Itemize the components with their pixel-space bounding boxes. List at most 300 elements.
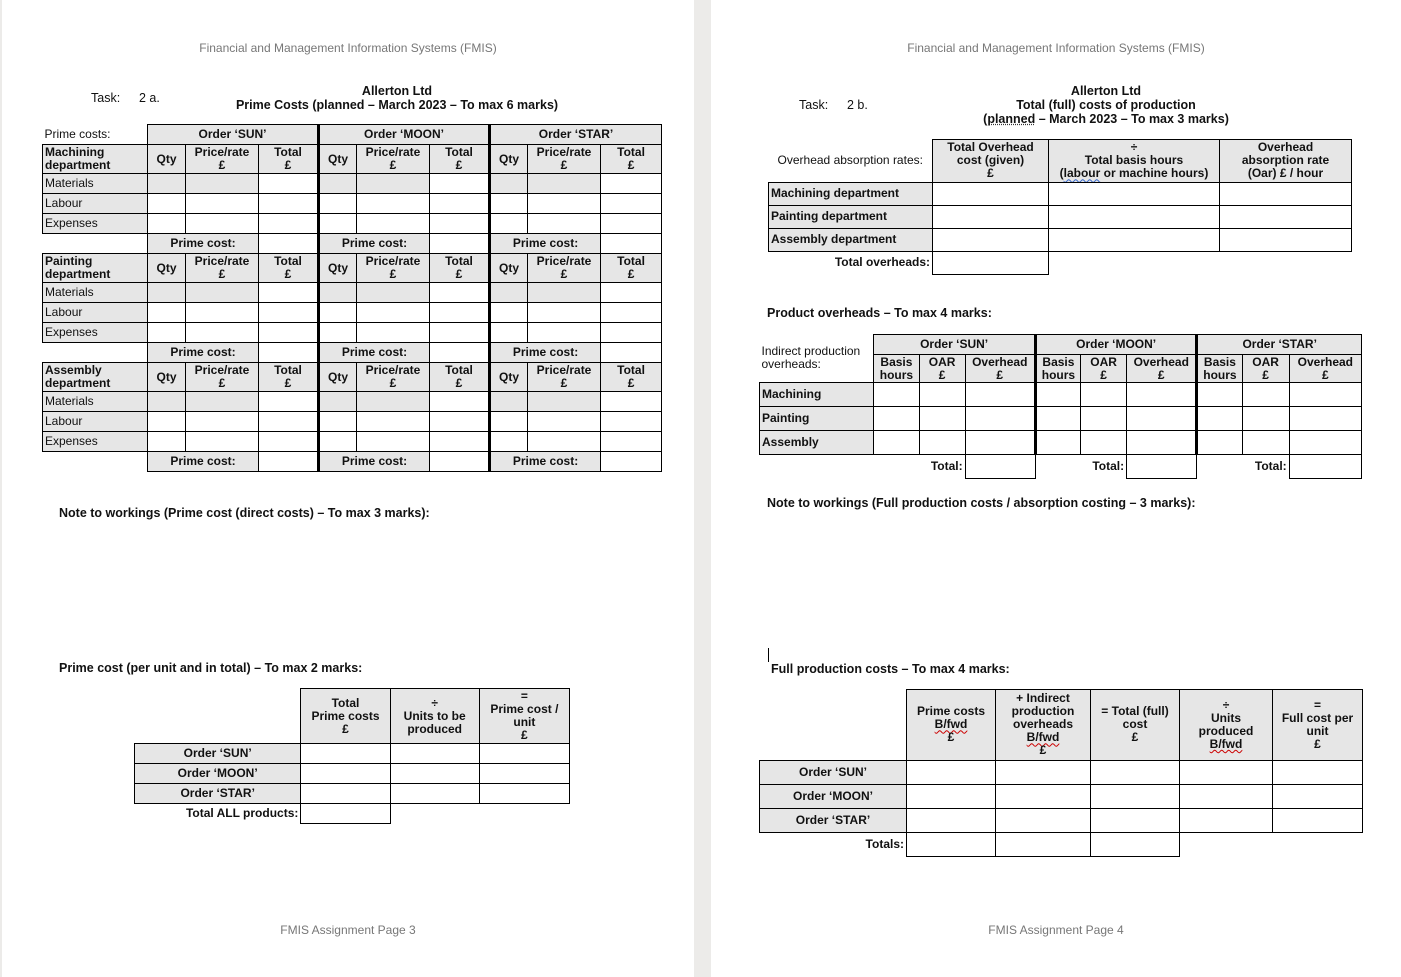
col-price: Price/rate £	[186, 254, 259, 283]
input-cell[interactable]	[319, 432, 357, 452]
input-cell[interactable]	[148, 174, 186, 194]
input-cell[interactable]	[479, 764, 569, 784]
expenses-row	[43, 214, 662, 234]
input-cell[interactable]	[601, 303, 662, 323]
oar-row	[769, 228, 1352, 251]
input-cell[interactable]	[430, 194, 490, 214]
input-cell[interactable]	[601, 194, 662, 214]
input-cell[interactable]	[919, 431, 965, 455]
input-cell[interactable]	[601, 412, 662, 432]
input-cell[interactable]	[601, 392, 662, 412]
full-row-star	[760, 808, 1363, 832]
oar-table	[768, 139, 1352, 275]
input-cell[interactable]	[319, 412, 357, 432]
input-cell[interactable]	[1242, 431, 1289, 455]
input-cell[interactable]	[490, 214, 528, 234]
indirect-overheads-label: Indirect production overheads:	[761, 344, 861, 372]
row-label-painting: Painting	[760, 407, 874, 431]
input-cell[interactable]	[528, 214, 601, 234]
input-cell[interactable]	[996, 832, 1091, 856]
page-3	[2, 0, 694, 977]
input-cell[interactable]	[259, 303, 319, 323]
input-cell[interactable]	[874, 431, 919, 455]
input-cell[interactable]	[1091, 784, 1180, 808]
input-cell[interactable]	[148, 392, 186, 412]
unit-cost-heading: Prime cost (per unit and in total) – To max 2 marks:	[59, 661, 363, 675]
input-cell[interactable]	[259, 452, 319, 472]
input-cell[interactable]	[1220, 228, 1352, 251]
prime-cost-label: Prime cost:	[319, 452, 430, 472]
input-cell[interactable]	[1091, 808, 1180, 832]
input-cell[interactable]	[186, 392, 259, 412]
input-cell[interactable]	[996, 760, 1091, 784]
col-qty: Qty	[490, 145, 528, 174]
task-number: 2 b.	[847, 98, 868, 112]
input-cell[interactable]	[319, 214, 357, 234]
input-cell[interactable]	[430, 432, 490, 452]
dept-header-row	[43, 363, 662, 392]
input-cell[interactable]	[1049, 182, 1220, 205]
col-qty: Qty	[319, 145, 357, 174]
col-qty: Qty	[319, 363, 357, 392]
input-cell[interactable]	[1180, 784, 1273, 808]
input-cell[interactable]	[357, 303, 430, 323]
col-price: Price/rate £	[186, 145, 259, 174]
input-cell[interactable]	[390, 744, 479, 764]
input-cell[interactable]	[1220, 205, 1352, 228]
total-label: Total:	[930, 459, 963, 474]
row-label-machining-dept: Machining department	[769, 182, 933, 205]
input-cell[interactable]	[357, 283, 430, 303]
task-label: Task:	[91, 91, 121, 105]
col-full-cost-per-unit: = Full cost per unit £	[1273, 690, 1363, 761]
col-prime-cost-unit: = Prime cost / unit £	[479, 689, 569, 744]
row-label-order-moon: Order ‘MOON’	[135, 764, 301, 784]
input-cell[interactable]	[430, 452, 490, 472]
col-qty: Qty	[148, 145, 186, 174]
input-cell[interactable]	[528, 174, 601, 194]
col-total: Total £	[259, 363, 319, 392]
input-cell[interactable]	[148, 283, 186, 303]
input-cell[interactable]	[1289, 383, 1361, 407]
dept-name-painting: Painting department	[43, 254, 148, 283]
col-price: Price/rate £	[186, 363, 259, 392]
full-row-totals	[760, 832, 1363, 856]
page-title	[926, 84, 1286, 126]
input-cell[interactable]	[1242, 383, 1289, 407]
full-header-row	[760, 690, 1363, 761]
input-cell[interactable]	[186, 412, 259, 432]
input-cell[interactable]	[148, 194, 186, 214]
input-cell[interactable]	[1220, 182, 1352, 205]
page-title	[202, 84, 592, 112]
order-sun-header: Order ‘SUN’	[148, 125, 319, 145]
input-cell[interactable]	[601, 452, 662, 472]
input-cell[interactable]	[490, 194, 528, 214]
input-cell[interactable]	[1273, 784, 1363, 808]
input-cell[interactable]	[1127, 383, 1197, 407]
title-line: Prime Costs (planned – March 2023 – To max 6 marks)	[235, 98, 559, 112]
col-price: Price/rate £	[357, 145, 430, 174]
input-cell[interactable]	[933, 182, 1049, 205]
prime-costs-label: Prime costs:	[44, 126, 111, 141]
input-cell[interactable]	[490, 174, 528, 194]
labour-row	[43, 412, 662, 432]
input-cell[interactable]	[259, 432, 319, 452]
input-cell[interactable]	[601, 323, 662, 343]
input-cell[interactable]	[1180, 808, 1273, 832]
input-cell[interactable]	[965, 407, 1035, 431]
col-qty: Qty	[490, 254, 528, 283]
po-row	[760, 383, 1362, 407]
input-cell[interactable]	[186, 174, 259, 194]
order-moon-header: Order ‘MOON’	[1035, 335, 1197, 355]
input-cell[interactable]	[528, 283, 601, 303]
col-total: Total £	[430, 254, 490, 283]
input-cell[interactable]	[479, 784, 569, 804]
input-cell[interactable]	[996, 808, 1091, 832]
col-oar: OAR £	[1242, 355, 1289, 383]
input-cell[interactable]	[259, 412, 319, 432]
input-cell[interactable]	[601, 174, 662, 194]
row-label-order-star: Order ‘STAR’	[760, 808, 907, 832]
row-label-materials: Materials	[43, 392, 148, 412]
input-cell[interactable]	[1081, 383, 1127, 407]
product-overheads-table	[759, 334, 1362, 479]
input-cell[interactable]	[301, 784, 390, 804]
row-label-order-moon: Order ‘MOON’	[760, 784, 907, 808]
input-cell[interactable]	[357, 214, 430, 234]
input-cell[interactable]	[490, 392, 528, 412]
col-total-overhead: Total Overhead cost (given) £	[933, 140, 1049, 183]
po-total-row	[760, 455, 1362, 479]
full-row-sun	[760, 760, 1363, 784]
po-orders-row	[760, 335, 1362, 355]
input-cell[interactable]	[490, 412, 528, 432]
row-label-labour: Labour	[43, 194, 148, 214]
col-price: Price/rate £	[528, 363, 601, 392]
col-basis-hours: Basis hours	[1035, 355, 1080, 383]
col-basis-hours: Basis hours	[1197, 355, 1242, 383]
input-cell[interactable]	[259, 343, 319, 363]
input-cell[interactable]	[319, 323, 357, 343]
input-cell[interactable]	[601, 234, 662, 254]
expenses-row	[43, 432, 662, 452]
input-cell[interactable]	[1127, 455, 1197, 479]
input-cell[interactable]	[490, 283, 528, 303]
input-cell[interactable]	[874, 383, 919, 407]
unit-header-row	[135, 689, 570, 744]
input-cell[interactable]	[148, 412, 186, 432]
row-label-assembly: Assembly	[760, 431, 874, 455]
po-row	[760, 431, 1362, 455]
input-cell[interactable]	[907, 784, 996, 808]
page-footer: FMIS Assignment Page 4	[988, 923, 1124, 937]
title-line: Total (full) costs of production	[1016, 98, 1196, 112]
prime-cost-row	[43, 343, 662, 363]
col-price: Price/rate £	[357, 363, 430, 392]
col-total: Total £	[601, 145, 662, 174]
unit-row-moon	[135, 764, 570, 784]
orders-header-row	[43, 125, 662, 145]
total-overheads-label: Total overheads:	[834, 255, 930, 270]
order-sun-header: Order ‘SUN’	[874, 335, 1036, 355]
input-cell[interactable]	[874, 407, 919, 431]
input-cell[interactable]	[430, 303, 490, 323]
input-cell[interactable]	[933, 228, 1049, 251]
input-cell[interactable]	[965, 383, 1035, 407]
input-cell[interactable]	[301, 764, 390, 784]
input-cell[interactable]	[528, 194, 601, 214]
input-cell[interactable]	[259, 283, 319, 303]
input-cell[interactable]	[148, 323, 186, 343]
prime-cost-label: Prime cost:	[490, 234, 601, 254]
col-total: Total £	[430, 145, 490, 174]
input-cell[interactable]	[933, 251, 1049, 274]
input-cell[interactable]	[528, 432, 601, 452]
input-cell[interactable]	[490, 323, 528, 343]
input-cell[interactable]	[301, 744, 390, 764]
input-cell[interactable]	[319, 194, 357, 214]
row-label-painting-dept: Painting department	[769, 205, 933, 228]
input-cell[interactable]	[319, 283, 357, 303]
col-total-basis-hours: ÷ Total basis hours (labour or machine hours)	[1049, 140, 1220, 183]
col-indirect-overheads: + Indirect production overheads B/fwd £	[996, 690, 1091, 761]
input-cell[interactable]	[1049, 205, 1220, 228]
input-cell[interactable]	[357, 323, 430, 343]
input-cell[interactable]	[1091, 760, 1180, 784]
row-label-machining: Machining	[760, 383, 874, 407]
input-cell[interactable]	[1273, 808, 1363, 832]
expenses-row	[43, 323, 662, 343]
page-header: Financial and Management Information Systems (FMIS)	[199, 41, 497, 55]
materials-row	[43, 283, 662, 303]
prime-cost-label: Prime cost:	[148, 234, 259, 254]
oar-label: Overhead absorption rates:	[777, 153, 923, 167]
input-cell[interactable]	[1035, 407, 1080, 431]
col-units-produced: ÷ Units to be produced	[390, 689, 479, 744]
unit-row-total	[135, 804, 570, 824]
row-label-materials: Materials	[43, 174, 148, 194]
input-cell[interactable]	[319, 174, 357, 194]
input-cell[interactable]	[601, 283, 662, 303]
company-name: Allerton Ltd	[1070, 84, 1142, 98]
col-total-prime-costs: Total Prime costs £	[301, 689, 390, 744]
input-cell[interactable]	[186, 283, 259, 303]
input-cell[interactable]	[1127, 431, 1197, 455]
input-cell[interactable]	[1035, 431, 1080, 455]
input-cell[interactable]	[357, 174, 430, 194]
prime-cost-label: Prime cost:	[148, 452, 259, 472]
input-cell[interactable]	[186, 323, 259, 343]
order-moon-header: Order ‘MOON’	[319, 125, 490, 145]
company-name: Allerton Ltd	[361, 84, 433, 98]
total-all-label: Total ALL products:	[185, 806, 299, 821]
subtitle-line: (planned – March 2023 – To max 3 marks)	[983, 112, 1229, 126]
col-oar: OAR £	[919, 355, 965, 383]
row-label-expenses: Expenses	[43, 214, 148, 234]
dept-name-assembly: Assembly department	[43, 363, 148, 392]
input-cell[interactable]	[1091, 832, 1180, 856]
input-cell[interactable]	[357, 432, 430, 452]
oar-header-row	[769, 140, 1352, 183]
input-cell[interactable]	[259, 214, 319, 234]
input-cell[interactable]	[601, 432, 662, 452]
input-cell[interactable]	[490, 303, 528, 323]
input-cell[interactable]	[528, 392, 601, 412]
row-label-expenses: Expenses	[43, 323, 148, 343]
input-cell[interactable]	[907, 760, 996, 784]
task-label: Task:	[799, 98, 829, 112]
input-cell[interactable]	[1289, 431, 1361, 455]
input-cell[interactable]	[965, 431, 1035, 455]
input-cell[interactable]	[259, 174, 319, 194]
labour-row	[43, 194, 662, 214]
note-workings-heading: Note to workings (Full production costs / absorption costing – 3 marks):	[767, 496, 1196, 510]
text-cursor	[768, 648, 769, 662]
input-cell[interactable]	[430, 392, 490, 412]
col-prime-costs-bfwd: Prime costs B/fwd £	[907, 690, 996, 761]
input-cell[interactable]	[1127, 407, 1197, 431]
input-cell[interactable]	[259, 194, 319, 214]
col-overhead: Overhead £	[1289, 355, 1361, 383]
input-cell[interactable]	[1242, 407, 1289, 431]
input-cell[interactable]	[390, 784, 479, 804]
input-cell[interactable]	[430, 343, 490, 363]
input-cell[interactable]	[1049, 228, 1220, 251]
input-cell[interactable]	[186, 194, 259, 214]
prime-cost-label: Prime cost:	[490, 343, 601, 363]
col-qty: Qty	[490, 363, 528, 392]
input-cell[interactable]	[430, 412, 490, 432]
materials-row	[43, 174, 662, 194]
prime-cost-label: Prime cost:	[148, 343, 259, 363]
prime-cost-row	[43, 234, 662, 254]
dept-header-row	[43, 254, 662, 283]
input-cell[interactable]	[1289, 407, 1361, 431]
input-cell[interactable]	[1289, 455, 1361, 479]
col-basis-hours: Basis hours	[874, 355, 919, 383]
oar-row	[769, 182, 1352, 205]
input-cell[interactable]	[390, 764, 479, 784]
input-cell[interactable]	[259, 234, 319, 254]
input-cell[interactable]	[430, 323, 490, 343]
oar-total-row	[769, 251, 1352, 274]
col-total: Total £	[259, 254, 319, 283]
col-oar: Overhead absorption rate (Oar) £ / hour	[1220, 140, 1352, 183]
input-cell[interactable]	[259, 392, 319, 412]
unit-row-sun	[135, 744, 570, 764]
input-cell[interactable]	[1081, 407, 1127, 431]
input-cell[interactable]	[528, 303, 601, 323]
col-price: Price/rate £	[357, 254, 430, 283]
prime-cost-label: Prime cost:	[319, 234, 430, 254]
input-cell[interactable]	[186, 432, 259, 452]
input-cell[interactable]	[490, 432, 528, 452]
full-costs-table	[759, 689, 1363, 857]
input-cell[interactable]	[996, 784, 1091, 808]
unit-row-star	[135, 784, 570, 804]
input-cell[interactable]	[430, 283, 490, 303]
row-label-order-sun: Order ‘SUN’	[135, 744, 301, 764]
input-cell[interactable]	[919, 383, 965, 407]
input-cell[interactable]	[319, 392, 357, 412]
input-cell[interactable]	[430, 234, 490, 254]
dept-header-row	[43, 145, 662, 174]
note-workings-heading: Note to workings (Prime cost (direct costs) – To max 3 marks):	[59, 506, 430, 520]
page-4	[711, 0, 1401, 977]
input-cell[interactable]	[1180, 760, 1273, 784]
input-cell[interactable]	[259, 323, 319, 343]
row-label-labour: Labour	[43, 412, 148, 432]
full-row-moon	[760, 784, 1363, 808]
input-cell[interactable]	[357, 412, 430, 432]
input-cell[interactable]	[1081, 431, 1127, 455]
input-cell[interactable]	[1197, 431, 1242, 455]
input-cell[interactable]	[186, 303, 259, 323]
input-cell[interactable]	[1273, 760, 1363, 784]
input-cell[interactable]	[430, 174, 490, 194]
input-cell[interactable]	[186, 214, 259, 234]
input-cell[interactable]	[319, 303, 357, 323]
col-total-full-cost: = Total (full) cost £	[1091, 690, 1180, 761]
input-cell[interactable]	[148, 303, 186, 323]
prime-cost-table	[42, 124, 662, 472]
input-cell[interactable]	[528, 323, 601, 343]
input-cell[interactable]	[907, 808, 996, 832]
input-cell[interactable]	[357, 194, 430, 214]
input-cell[interactable]	[430, 214, 490, 234]
input-cell[interactable]	[907, 832, 996, 856]
total-label: Total:	[1254, 459, 1287, 474]
col-overhead: Overhead £	[965, 355, 1035, 383]
input-cell[interactable]	[148, 432, 186, 452]
input-cell[interactable]	[1197, 383, 1242, 407]
input-cell[interactable]	[1197, 407, 1242, 431]
row-label-order-star: Order ‘STAR’	[135, 784, 301, 804]
col-oar: OAR £	[1081, 355, 1127, 383]
materials-row	[43, 392, 662, 412]
col-overhead: Overhead £	[1127, 355, 1197, 383]
input-cell[interactable]	[301, 804, 390, 824]
col-price: Price/rate £	[528, 254, 601, 283]
input-cell[interactable]	[965, 455, 1035, 479]
col-total: Total £	[601, 254, 662, 283]
prime-cost-label: Prime cost:	[490, 452, 601, 472]
input-cell[interactable]	[528, 412, 601, 432]
input-cell[interactable]	[148, 214, 186, 234]
input-cell[interactable]	[601, 343, 662, 363]
full-costs-heading: Full production costs – To max 4 marks:	[771, 662, 1010, 676]
row-label-expenses: Expenses	[43, 432, 148, 452]
row-label-materials: Materials	[43, 283, 148, 303]
input-cell[interactable]	[479, 744, 569, 764]
unit-cost-table	[134, 688, 570, 824]
col-units-produced: ÷ Units produced B/fwd	[1180, 690, 1273, 761]
col-total: Total £	[259, 145, 319, 174]
po-row	[760, 407, 1362, 431]
input-cell[interactable]	[1035, 383, 1080, 407]
col-qty: Qty	[319, 254, 357, 283]
input-cell[interactable]	[357, 392, 430, 412]
page-footer: FMIS Assignment Page 3	[280, 923, 416, 937]
input-cell[interactable]	[919, 407, 965, 431]
col-qty: Qty	[148, 363, 186, 392]
input-cell[interactable]	[933, 205, 1049, 228]
total-label: Total:	[1092, 459, 1125, 474]
input-cell[interactable]	[601, 214, 662, 234]
product-overheads-heading: Product overheads – To max 4 marks:	[767, 306, 992, 320]
